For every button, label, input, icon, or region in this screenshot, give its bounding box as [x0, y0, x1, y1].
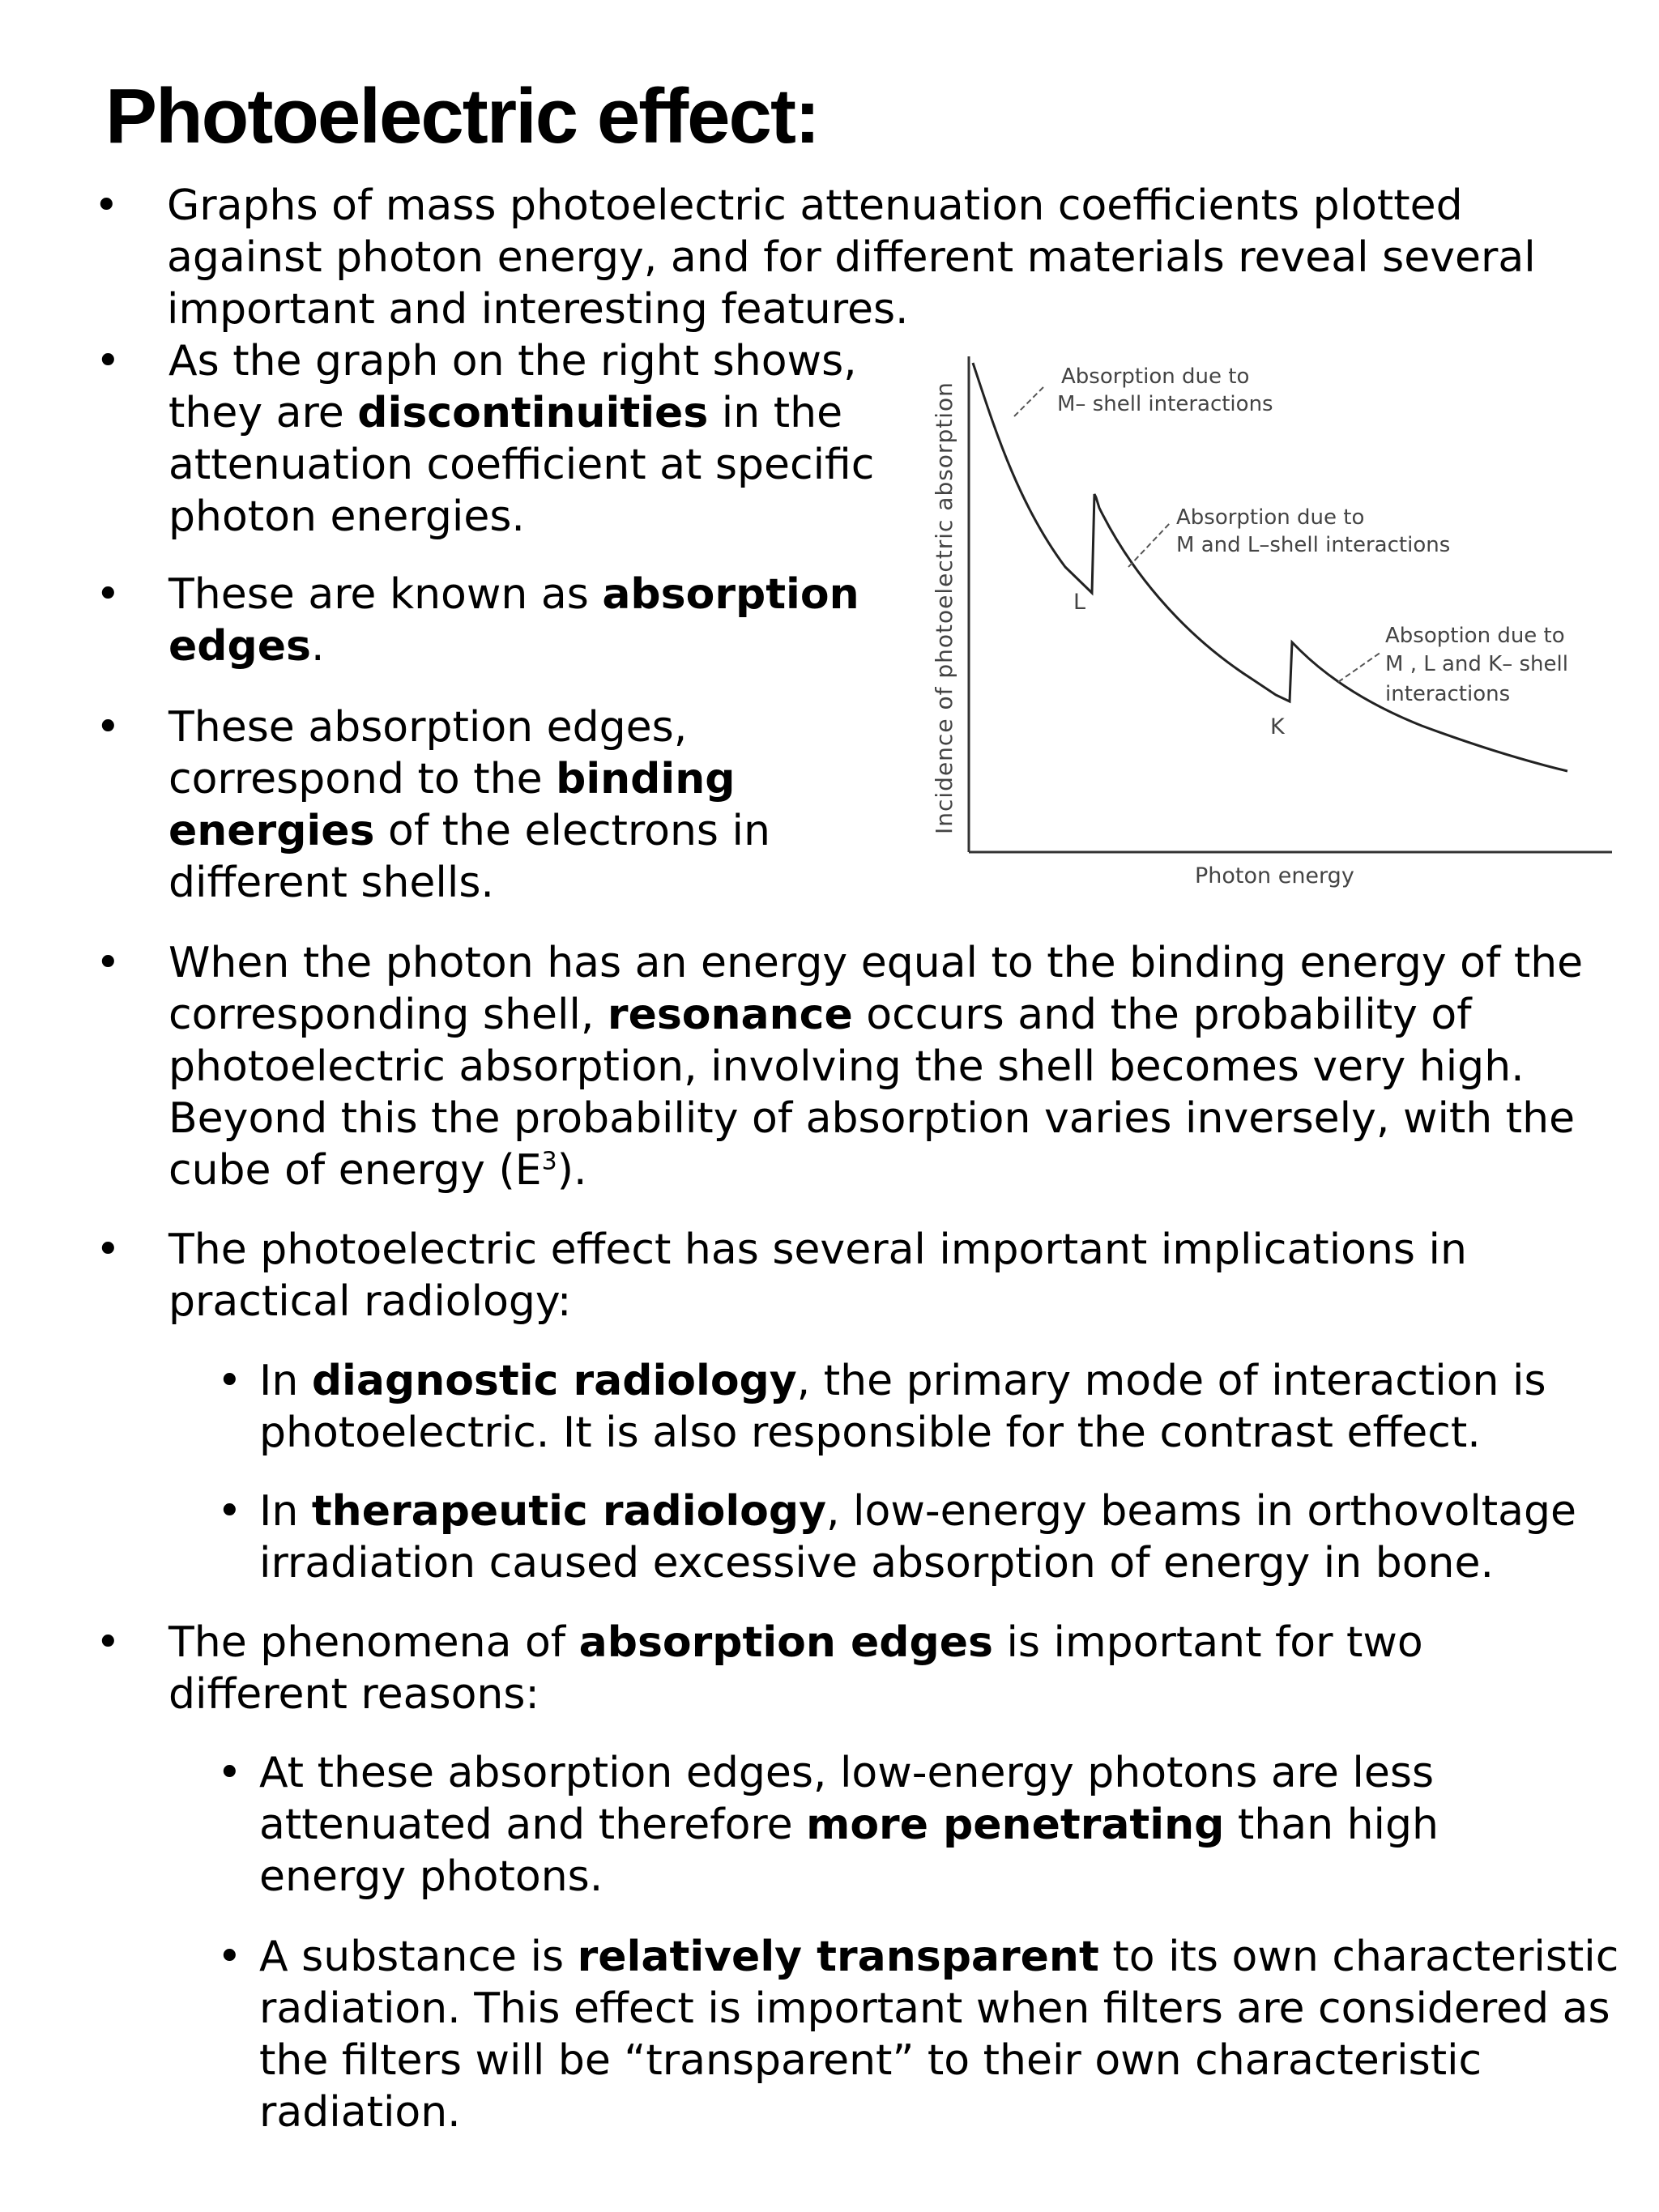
bullet-mark: • — [96, 337, 121, 386]
subbullet-mark: • — [217, 1357, 242, 1405]
bullet-absorption-edges — [96, 569, 898, 672]
para-text: in the attenuation coefficient at specific photon energies. — [168, 389, 875, 541]
emphasis-therapeutic-radiology: therapeutic radiology — [311, 1487, 826, 1536]
para-text: These absorption edges, correspond to the — [168, 703, 688, 803]
para-text: At these absorption edges, low-energy photons are less attenuated and therefore — [259, 1749, 1435, 1849]
emphasis-absorption-edges: absorption edges — [578, 1618, 993, 1667]
annotation-mlk-shell-2: M , L and K– shell — [1385, 652, 1568, 676]
bullet-graphs-intro — [94, 180, 1544, 335]
emphasis-binding-energies: binding energies — [168, 755, 736, 855]
bullet-binding-energies — [96, 701, 865, 909]
graph-ylabel: Incidence of photoelectric absorption — [931, 381, 957, 834]
para-text: is important for two different reasons: — [168, 1618, 1423, 1719]
para-text: The photoelectric effect has several important implications in practical radiology: — [168, 1225, 1467, 1326]
edge-label-l: L — [1073, 590, 1086, 615]
emphasis-more-penetrating: more penetrating — [806, 1801, 1225, 1849]
para-text: , low-energy beams in orthovoltage irradiation caused excessive absorption of energy in bone. — [259, 1487, 1577, 1588]
annotation-ml-shell-1: Absorption due to — [1176, 505, 1365, 530]
emphasis-diagnostic-radiology: diagnostic radiology — [311, 1357, 797, 1405]
subbullet-transparent — [217, 1931, 1636, 2138]
bullet-mark: • — [96, 703, 121, 752]
para-text: As the graph on the right shows, they are — [168, 337, 857, 437]
absorption-edge-graph — [911, 324, 1624, 891]
para-text: ). — [557, 1146, 587, 1195]
annotation-ml-shell-2: M and L–shell interactions — [1176, 533, 1451, 557]
subbullet-penetrating — [217, 1747, 1539, 1903]
pointer-mlk-shell — [1338, 652, 1381, 682]
bullet-mark: • — [96, 1225, 121, 1274]
emphasis-relatively-transparent: relatively transparent — [577, 1933, 1099, 1981]
para-text: , the primary mode of interaction is photoelectric. It is also responsible for the contrast effect. — [259, 1357, 1546, 1457]
para-text: In — [259, 1357, 312, 1405]
pointer-m-shell — [1014, 387, 1043, 416]
absorption-curve — [973, 363, 1567, 771]
subbullet-mark: • — [217, 1487, 242, 1536]
subbullet-mark: • — [217, 1933, 242, 1981]
subbullet-diagnostic — [217, 1355, 1628, 1459]
bullet-phenomena — [96, 1617, 1529, 1720]
annotation-m-shell-1: Absorption due to — [1061, 364, 1250, 389]
bullet-discontinuities — [96, 335, 898, 543]
annotation-mlk-shell-3: interactions — [1385, 682, 1511, 706]
emphasis-absorption-edges: absorption edges — [168, 570, 859, 671]
edge-label-k: K — [1270, 714, 1285, 739]
annotation-m-shell-2: M– shell interactions — [1057, 392, 1273, 416]
bullet-mark: • — [94, 181, 119, 230]
bullet-implications — [96, 1224, 1610, 1328]
para-text: Graphs of mass photoelectric attenuation coefficients plotted against photon energy, and for different materials reveal several important and interesting features. — [167, 181, 1536, 334]
para-text: When the photon has an energy equal to the binding energy of the corresponding shell, — [168, 939, 1584, 1039]
superscript-3: 3 — [541, 1147, 557, 1176]
para-text: occurs and the probability of photoelectric absorption, involving the shell becomes very high. Beyond this the probability of absorption varies inversely, with the cube of energy (E — [168, 991, 1576, 1195]
para-text: . — [310, 622, 325, 671]
para-text: than high energy photons. — [259, 1801, 1439, 1901]
annotation-mlk-shell-1: Absoption due to — [1385, 624, 1565, 648]
para-text: of the electrons in different shells. — [168, 807, 770, 907]
bullet-mark: • — [96, 1618, 121, 1667]
emphasis-discontinuities: discontinuities — [357, 389, 709, 437]
para-text: to its own characteristic radiation. This effect is important when filters are considered as the filters will be “transparent” to their own characteristic radiation. — [259, 1933, 1619, 2137]
para-text: In — [259, 1487, 312, 1536]
pointer-ml-shell — [1128, 522, 1171, 567]
para-text: These are known as — [168, 570, 603, 619]
graph-xlabel: Photon energy — [1195, 863, 1354, 889]
page-title: Photoelectric effect: — [105, 73, 819, 160]
para-text: The phenomena of — [168, 1618, 579, 1667]
subbullet-mark: • — [217, 1749, 242, 1797]
bullet-mark: • — [96, 939, 121, 987]
subbullet-therapeutic — [217, 1485, 1636, 1589]
emphasis-resonance: resonance — [607, 991, 853, 1039]
bullet-mark: • — [96, 570, 121, 619]
para-text: A substance is — [259, 1933, 578, 1981]
bullet-resonance — [96, 937, 1651, 1196]
